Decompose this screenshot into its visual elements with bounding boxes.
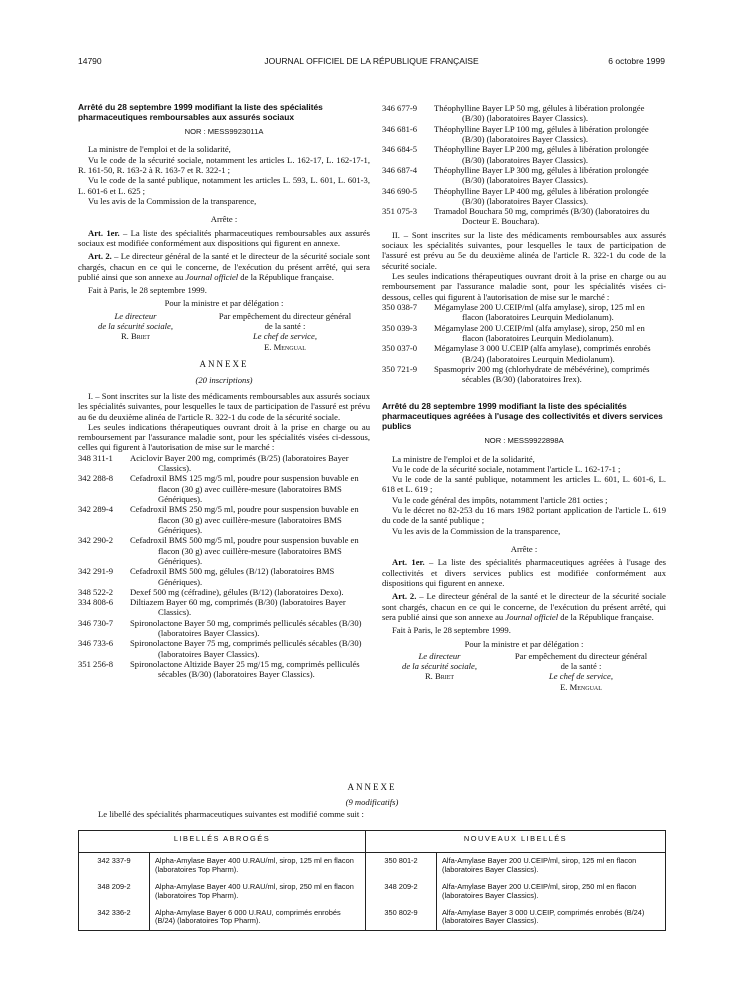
drug-label: Cefadroxil BMS 250 mg/5 ml, poudre pour suspension buvable en flacon (30 g) avec cuillère-mesure (laboratoires BMS Génériques). <box>130 504 359 535</box>
signer-name: R. Briet <box>120 331 151 342</box>
old-code: 342 336-2 <box>79 905 150 931</box>
preamble-line: Vu les avis de la Commission de la transparence, <box>88 195 257 206</box>
entry-list <box>382 103 666 227</box>
col-header-new: NOUVEAUX LIBELLÉS <box>366 831 666 853</box>
drug-label: Théophylline Bayer LP 400 mg, gélules à libération prolongée (B/30) (laboratoires Bayer Classics). <box>434 185 649 206</box>
old-code: 348 209-2 <box>79 879 150 905</box>
section-1-intro: I. – Sont inscrites sur la liste des médicaments remboursables aux assurés sociaux les spécialités suivantes, pour lesquelles le taux de participation de l'assuré est prévu au 6e du deuxième alinéa de l'article R. 322-1 du code de la sécurité sociale. <box>78 390 370 422</box>
signer-title: Le chef de service, <box>549 671 613 682</box>
old-code: 342 337-9 <box>79 853 150 879</box>
signer-context: Par empêchement du directeur général <box>218 310 352 321</box>
preamble-line: Vu le code de la santé publique, notamment les articles L. 601, L. 601-6, L. 618 et L. 619 ; <box>382 474 666 495</box>
preamble-line: Vu le décret no 82-253 du 16 mars 1982 portant application de l'article L. 619 du code de la santé publique ; <box>382 505 666 526</box>
list-item <box>78 453 370 474</box>
right-column <box>382 103 666 808</box>
delegation-line: Pour la ministre et par délégation : <box>464 638 584 649</box>
new-label: Alfa-Amylase Bayer 3 000 U.CEIP, comprimés enrobés (B/24) (laboratoires Bayer Classics). <box>437 905 666 931</box>
drug-label: Cefadroxil BMS 500 mg, gélules (B/12) (laboratoires BMS Génériques). <box>130 566 335 587</box>
signer-name: E. Mengual <box>560 681 602 692</box>
annexe-2-section <box>78 782 666 819</box>
drug-label: Tramadol Bouchara 50 mg, comprimés (B/30) (laboratoires du Docteur E. Bouchara). <box>434 206 650 227</box>
preamble-line: Vu le code général des impôts, notamment l'article 281 octies ; <box>392 494 608 505</box>
article-1 <box>382 557 666 588</box>
signer-context: de la santé : <box>560 661 602 672</box>
cip-code: 350 038-7 <box>382 301 418 312</box>
article-1 <box>78 228 370 249</box>
article-1-label: Art. 1er. <box>88 227 120 238</box>
list-item <box>382 144 666 165</box>
cip-code: 342 291-9 <box>78 566 114 577</box>
entry-list <box>78 453 370 680</box>
table-row <box>79 853 666 879</box>
drug-label: Mégamylase 200 U.CEIP/ml (alfa amylase), sirop, 250 ml en flacon (laboratoires Leurquin Mediolanum). <box>434 322 645 343</box>
signature-block <box>382 650 666 692</box>
article-2-label: Art. 2. <box>392 591 417 602</box>
drug-label: Théophylline Bayer LP 50 mg, gélules à libération prolongée (B/30) (laboratoires Bayer Classics). <box>434 103 645 124</box>
list-item <box>382 343 666 364</box>
preamble-line: La ministre de l'emploi et de la solidarité, <box>88 144 231 155</box>
section-2-intro: II. – Sont inscrites sur la liste des médicaments remboursables aux assurés sociaux les spécialités suivantes, pour lesquelles le taux de participation de l'assuré est prévu au 5e du deuxième alinéa de l'article R. 322-1 du code de la sécurité sociale. <box>382 229 666 271</box>
modifications-table <box>78 830 666 931</box>
preamble-line: La ministre de l'emploi et de la solidarité, <box>392 453 535 464</box>
drug-label: Spironolactone Bayer 50 mg, comprimés pelliculés sécables (B/30) (laboratoires Bayer Classics). <box>130 617 362 639</box>
arrete-1-title: Arrêté du 28 septembre 1999 modifiant la liste des spécialités pharmaceutiques remboursables aux assurés sociaux <box>78 103 323 122</box>
preamble-line: Vu les avis de la Commission de la transparence, <box>392 525 561 536</box>
issue-date: 6 octobre 1999 <box>608 56 665 66</box>
preamble-line: Vu le code de la santé publique, notamment les articles L. 593, L. 601, L. 601-3, L. 601-6 et L. 625 ; <box>78 175 370 196</box>
cip-code: 348 311-1 <box>78 452 113 463</box>
col-header-old: LIBELLÉS ABROGÉS <box>79 831 366 853</box>
cip-code: 350 039-3 <box>382 322 418 333</box>
drug-label: Théophylline Bayer LP 200 mg, gélules à libération prolongée (B/30) (laboratoires Bayer Classics). <box>434 144 649 165</box>
old-label: Alpha-Amylase Bayer 6 000 U.RAU, comprimés enrobés (B/24) (laboratoires Top Pharm). <box>150 905 366 931</box>
list-item <box>382 364 666 385</box>
article-2-text: – Le directeur général de la santé et le directeur de la sécurité sociale sont chargés, chacun en ce qui le concerne, de l'exécution du présent arrêté, qui sera publié ainsi que son annexe au <box>78 251 370 282</box>
old-label: Alpha-Amylase Bayer 400 U.RAU/ml, sirop, 250 ml en flacon (laboratoires Top Pharm). <box>150 879 366 905</box>
cip-code: 342 288-8 <box>78 473 114 484</box>
left-column <box>78 103 370 808</box>
list-item <box>78 566 370 587</box>
cip-code: 346 730-7 <box>78 617 114 628</box>
article-1-text: – La liste des spécialités pharmaceutiques remboursables aux assurés sociaux est modifiée conformément aux dispositions qui figurent en annexe. <box>78 227 370 248</box>
cip-code: 346 690-5 <box>382 185 418 196</box>
signer-name: E. Mengual <box>264 341 306 352</box>
arrete-1-nor: NOR : MESS9923011A <box>184 127 264 137</box>
list-item <box>382 103 666 124</box>
arrete-2-nor: NOR : MESS9922898A <box>484 436 564 446</box>
signer-title: de la sécurité sociale, <box>98 321 173 332</box>
journal-officiel-ref: Journal officiel <box>185 271 239 282</box>
entry-list <box>382 302 666 385</box>
journal-officiel-ref: Journal officiel <box>505 611 559 622</box>
cip-code: 346 681-6 <box>382 123 418 134</box>
drug-label: Dexef 500 mg (céfradine), gélules (B/12) (laboratoires Dexo). <box>130 586 344 597</box>
annexe-intro: Le libellé des spécialités pharmaceutiques suivantes est modifié comme suit : <box>98 809 364 820</box>
drug-label: Diltiazem Bayer 60 mg, comprimés (B/30) (laboratoires Bayer Classics). <box>130 597 346 618</box>
cip-code: 346 684-5 <box>382 144 418 155</box>
arrete-label: Arrête : <box>210 214 238 225</box>
annexe-heading: ANNEXE <box>347 782 397 792</box>
signature-right <box>200 311 370 352</box>
new-label: Alfa-Amylase Bayer 200 U.CEIP/ml, sirop, 250 ml en flacon (laboratoires Bayer Classics). <box>437 879 666 905</box>
arrete-2-title: Arrêté du 28 septembre 1999 modifiant la liste des spécialités pharmaceutiques agréées à l'usage des collectivités et divers services publics <box>382 401 663 431</box>
list-item <box>78 618 370 639</box>
list-item <box>382 186 666 207</box>
article-2-label: Art. 2. <box>88 251 112 262</box>
article-2 <box>78 251 370 282</box>
cip-code: 348 522-2 <box>78 586 114 597</box>
delegation-line: Pour la ministre et par délégation : <box>164 298 284 309</box>
page-number: 14790 <box>78 56 102 66</box>
drug-label: Mégamylase 200 U.CEIP/ml (alfa amylase), sirop, 125 ml en flacon (laboratoires Leurquin Mediolanum). <box>434 301 645 323</box>
section-1-indications: Les seules indications thérapeutiques ouvrant droit à la prise en charge ou au remboursement par l'assurance maladie sont, pour les spécialités visées ci-dessous, celles qui figurent à l'autorisation de mise sur le marché : <box>78 421 370 453</box>
drug-label: Théophylline Bayer LP 300 mg, gélules à libération prolongée (B/30) (laboratoires Bayer Classics). <box>434 164 649 186</box>
annexe-subtitle: (20 inscriptions) <box>195 374 253 385</box>
preamble-line: Vu le code de la sécurité sociale, notamment l'article L. 162-17-1 ; <box>392 463 621 474</box>
page-header <box>78 56 665 68</box>
drug-label: Cefadroxil BMS 125 mg/5 ml, poudre pour suspension buvable en flacon (30 g) avec cuillère-mesure (laboratoires BMS Génériques). <box>130 473 359 505</box>
signer-title: Le chef de service, <box>253 331 317 342</box>
article-2 <box>382 591 666 622</box>
cip-code: 342 289-4 <box>78 504 114 515</box>
preamble-line: Vu le code de la sécurité sociale, notamment les articles L. 162-17, L. 162-17-1, R. 161-50, R. 163-2 à R. 163-7 et R. 322-1 ; <box>78 154 370 176</box>
cip-code: 350 721-9 <box>382 363 418 374</box>
new-code: 350 802-9 <box>366 905 437 931</box>
annexe-heading: ANNEXE <box>199 358 249 369</box>
list-item <box>382 206 666 227</box>
list-item <box>78 659 370 680</box>
journal-title: JOURNAL OFFICIEL DE LA RÉPUBLIQUE FRANÇAISE <box>264 56 479 66</box>
signer-context: de la santé : <box>264 321 306 332</box>
list-item <box>78 535 370 566</box>
article-2-text-end: de la République française. <box>238 271 334 282</box>
cip-code: 351 075-3 <box>382 206 418 217</box>
fait-a-paris: Fait à Paris, le 28 septembre 1999. <box>392 625 511 636</box>
cip-code: 346 687-4 <box>382 164 418 175</box>
list-item <box>382 124 666 145</box>
new-code: 348 209-2 <box>366 879 437 905</box>
arrete-label: Arrête : <box>510 544 538 555</box>
list-item <box>382 165 666 186</box>
drug-label: Aciclovir Bayer 200 mg, comprimés (B/25) (laboratoires Bayer Classics). <box>130 452 349 474</box>
cip-code: 350 037-0 <box>382 343 418 354</box>
old-label: Alpha-Amylase Bayer 400 U.RAU/ml, sirop, 125 ml en flacon (laboratoires Top Pharm). <box>150 853 366 879</box>
table-row <box>79 879 666 905</box>
signature-left <box>382 651 497 682</box>
drug-label: Spironolactone Altizide Bayer 25 mg/15 mg, comprimés pelliculés sécables (B/30) (laboratoires Bayer Classics). <box>130 659 360 680</box>
cip-code: 342 290-2 <box>78 535 114 546</box>
list-item <box>382 302 666 323</box>
fait-a-paris: Fait à Paris, le 28 septembre 1999. <box>88 285 207 296</box>
article-1-label: Art. 1er. <box>392 557 425 568</box>
signer-title: de la sécurité sociale, <box>402 661 477 672</box>
drug-label: Cefadroxil BMS 500 mg/5 ml, poudre pour suspension buvable en flacon (30 g) avec cuillère-mesure (laboratoires BMS Génériques). <box>130 535 359 566</box>
article-1-text: – La liste des spécialités pharmaceutiques agréées à l'usage des collectivités et divers services publics est modifiée conformément aux dispositions qui figurent en annexe. <box>382 557 666 588</box>
list-item <box>78 638 370 659</box>
signer-title: Le directeur <box>418 650 461 661</box>
signer-context: Par empêchement du directeur général <box>514 650 648 661</box>
drug-label: Théophylline Bayer LP 100 mg, gélules à libération prolongée (B/30) (laboratoires Bayer Classics). <box>434 123 649 144</box>
new-label: Alfa-Amylase Bayer 200 U.CEIP/ml, sirop, 125 ml en flacon (laboratoires Bayer Classics). <box>437 853 666 879</box>
drug-label: Spasmopriv 200 mg (chlorhydrate de mébévérine), comprimés sécables (B/30) (laboratoires Irex). <box>434 363 650 385</box>
list-item <box>78 587 370 597</box>
new-code: 350 801-2 <box>366 853 437 879</box>
signature-left <box>78 311 193 342</box>
section-2-indications: Les seules indications thérapeutiques ouvrant droit à la prise en charge ou au remboursement par l'assurance maladie sont, pour les spécialités visées ci-dessous, celles qui figurent à l'autorisation de mise sur le marché : <box>382 271 666 302</box>
signature-block <box>78 310 370 352</box>
drug-label: Mégamylase 3 000 U.CEIP (alfa amylase), comprimés enrobés (B/24) (laboratoires Leurquin Mediolanum). <box>434 343 651 364</box>
list-item <box>382 323 666 344</box>
table-header-row <box>79 831 666 853</box>
cip-code: 351 256-8 <box>78 659 114 670</box>
cip-code: 334 808-6 <box>78 597 114 608</box>
signer-name: R. Briet <box>424 671 455 682</box>
signature-right <box>496 651 666 692</box>
article-2-text-end: de la République française. <box>558 611 654 622</box>
annexe-subtitle: (9 modificatifs) <box>345 796 399 807</box>
list-item <box>78 597 370 618</box>
drug-label: Spironolactone Bayer 75 mg, comprimés pelliculés sécables (B/30) (laboratoires Bayer Classics). <box>130 638 362 659</box>
list-item <box>78 504 370 535</box>
list-item <box>78 473 370 504</box>
article-2-text: – Le directeur général de la santé et le directeur de la sécurité sociale sont chargés, chacun en ce qui le concerne, de l'exécution du présent arrêté, qui sera publié ainsi que son annexe au <box>382 591 666 622</box>
cip-code: 346 733-6 <box>78 638 114 649</box>
table-row <box>79 905 666 931</box>
signer-title: Le directeur <box>114 310 157 321</box>
cip-code: 346 677-9 <box>382 103 418 113</box>
